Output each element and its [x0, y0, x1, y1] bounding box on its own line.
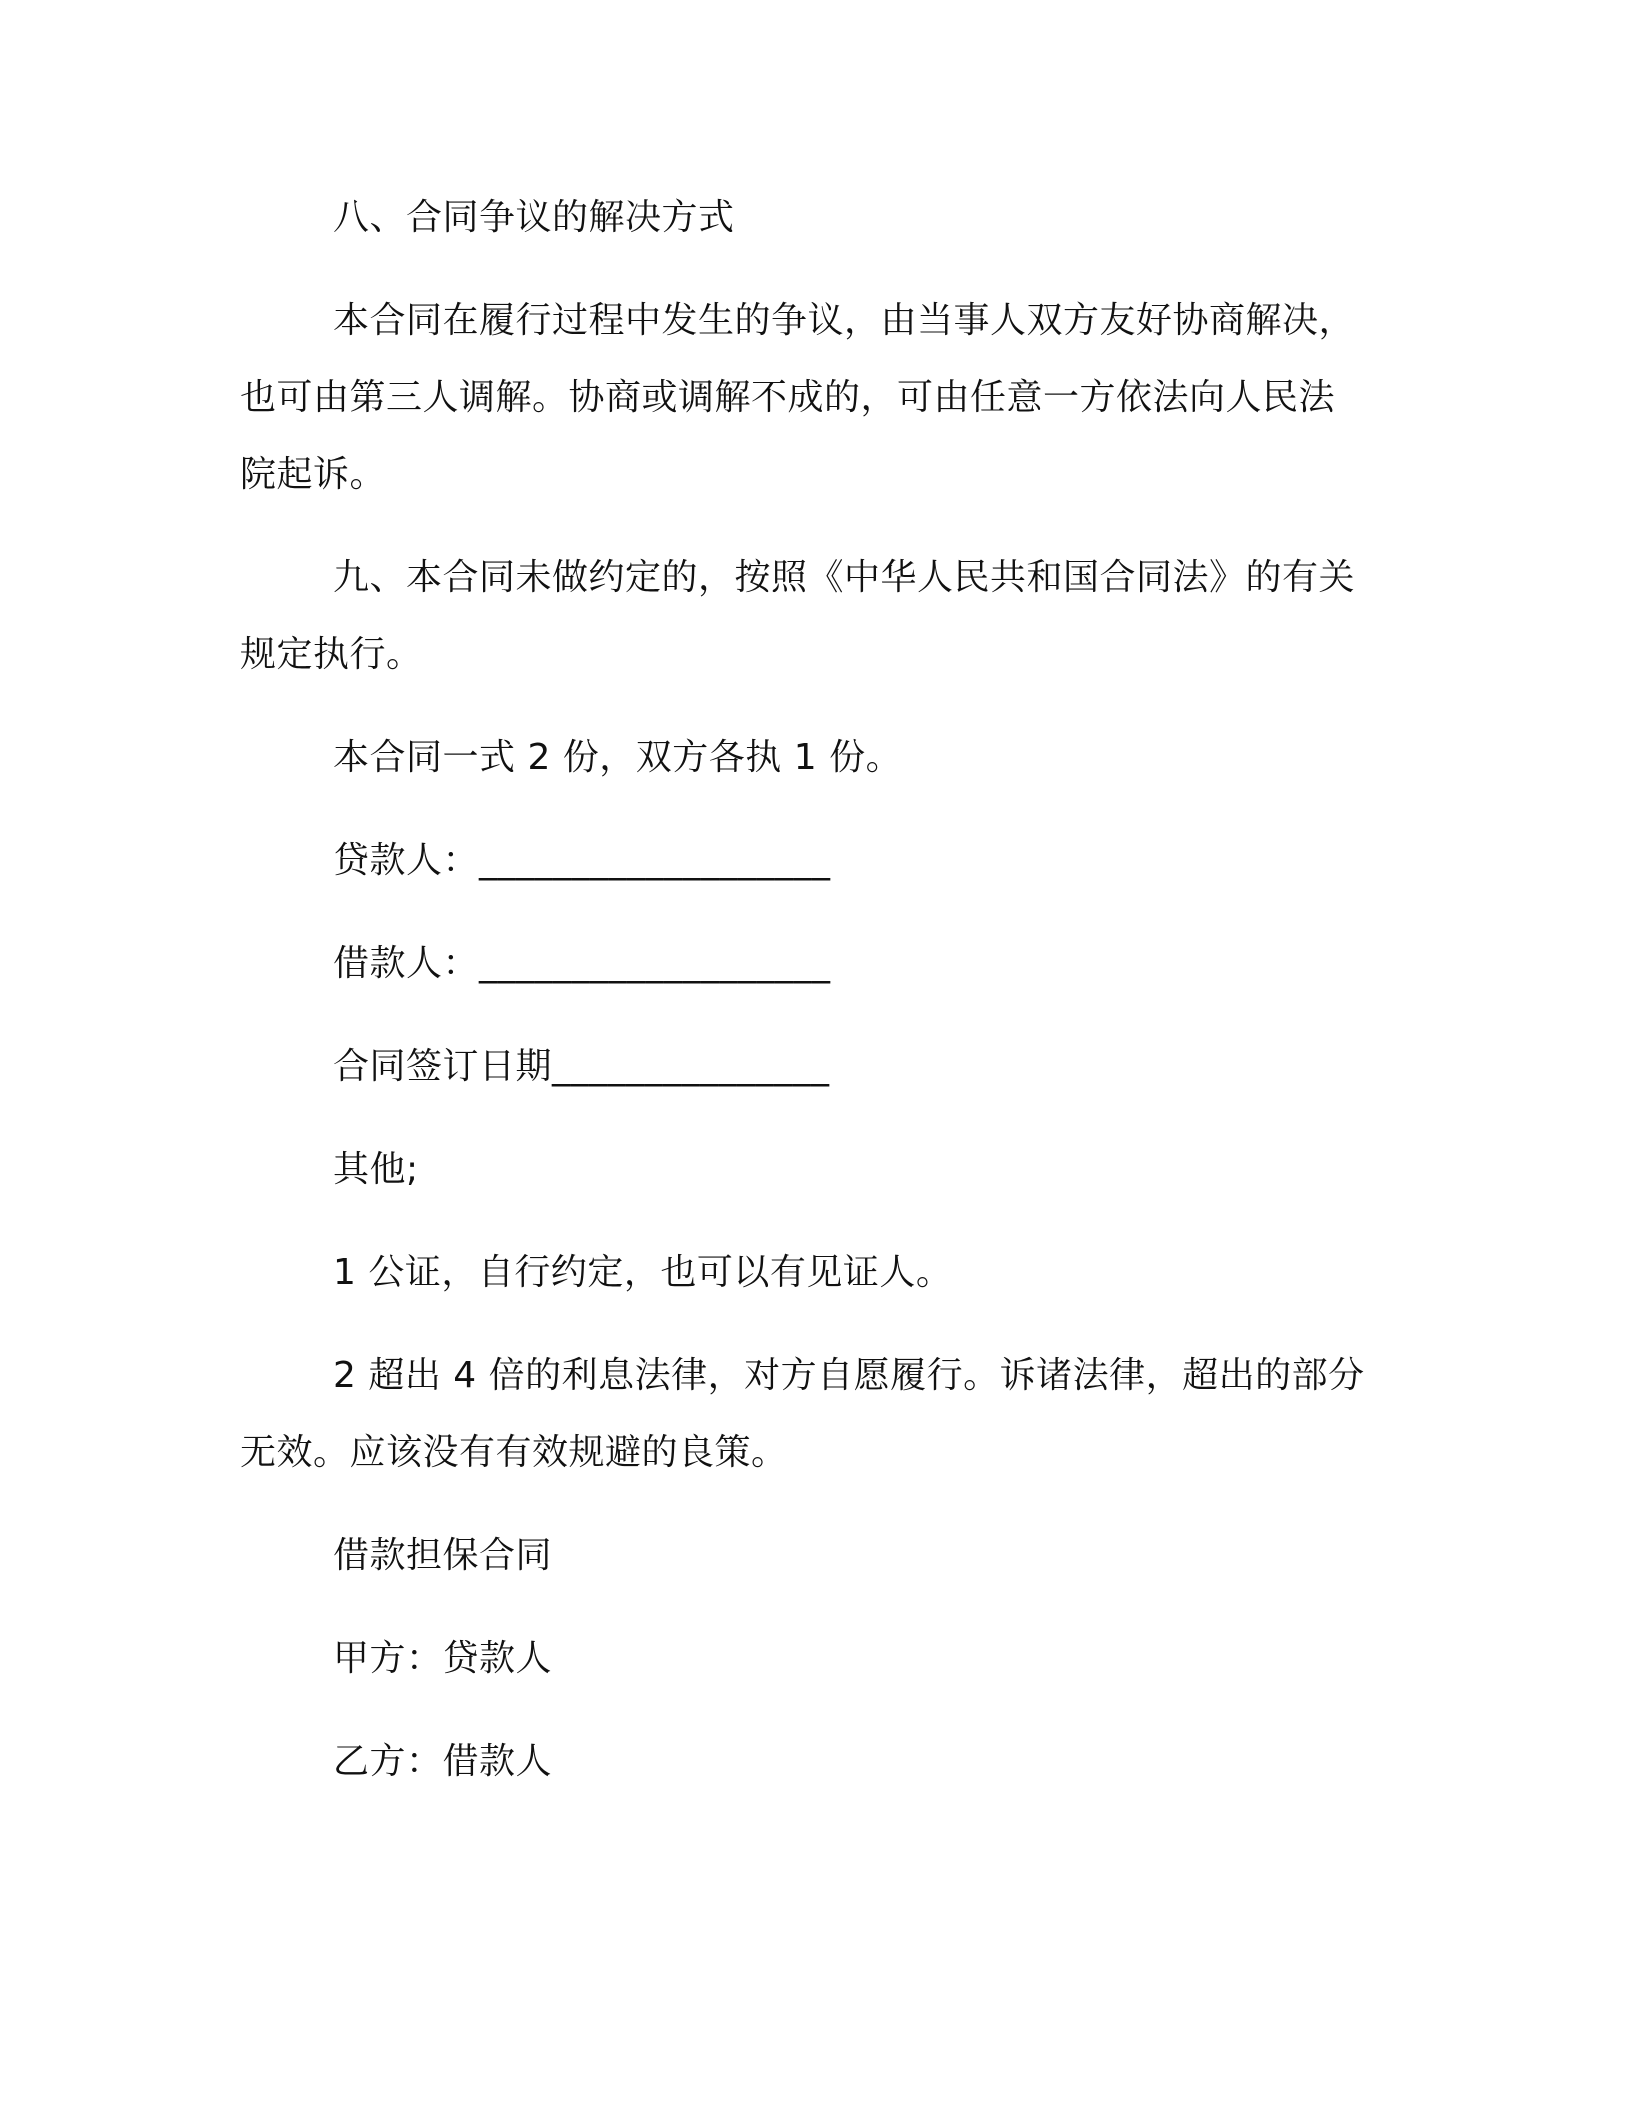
other-label: 其他;	[333, 1149, 419, 1190]
section-9-line-1: 九、本合同未做约定的，按照《中华人民共和国合同法》的有关	[333, 557, 1356, 598]
section-8-body-line-2: 也可由第三人调解。协商或调解不成的，可由任意一方依法向人民法	[240, 377, 1336, 418]
section-8-body-line-3: 院起诉。	[240, 454, 387, 495]
section-8-body-line-1: 本合同在履行过程中发生的争议，由当事人双方友好协商解决，	[333, 300, 1356, 341]
signing-date-line: 合同签订日期_______________	[333, 1046, 830, 1087]
section-8-heading: 八、合同争议的解决方式	[333, 197, 735, 238]
party-b-line: 乙方：借款人	[333, 1741, 553, 1782]
section-9-line-2: 规定执行。	[240, 634, 423, 675]
other-item-2-line-1: 2 超出 4 倍的利息法律，对方自愿履行。诉诸法律，超出的部分	[333, 1355, 1365, 1396]
copies-statement: 本合同一式 2 份，双方各执 1 份。	[333, 737, 903, 778]
borrower-signature-line: 借款人：___________________	[333, 943, 831, 984]
other-item-1: 1 公证，自行约定，也可以有见证人。	[333, 1252, 953, 1293]
party-a-line: 甲方：贷款人	[333, 1638, 553, 1679]
guarantee-contract-title: 借款担保合同	[333, 1535, 553, 1576]
lender-signature-line: 贷款人：___________________	[333, 840, 831, 881]
other-item-2-line-2: 无效。应该没有有效规避的良策。	[240, 1432, 788, 1473]
